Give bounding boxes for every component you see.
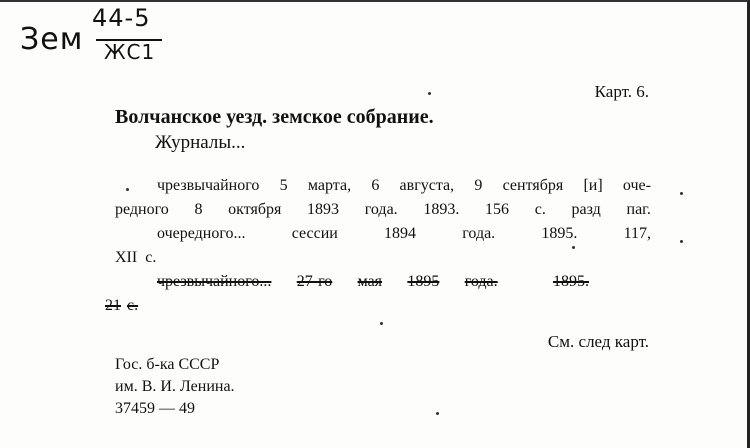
speck bbox=[126, 188, 129, 191]
word: года. bbox=[464, 273, 498, 290]
word: очередного... bbox=[157, 225, 246, 242]
word: 27-го bbox=[296, 273, 333, 290]
library-stamp bbox=[115, 354, 235, 420]
card-heading: Волчанское уезд. земское собрание. bbox=[115, 106, 434, 128]
word: года. bbox=[364, 201, 398, 218]
word: с. bbox=[145, 249, 157, 266]
speck bbox=[380, 322, 383, 325]
library-line: им. В. И. Ленина. bbox=[115, 378, 235, 395]
speck bbox=[680, 192, 683, 195]
entry-line bbox=[115, 198, 651, 222]
handwritten-numerator: 44-5 bbox=[92, 4, 151, 32]
speck bbox=[436, 412, 439, 415]
word: с. bbox=[127, 297, 139, 314]
word: 5 bbox=[279, 177, 288, 194]
word: августа, bbox=[399, 177, 455, 194]
entry-line bbox=[115, 246, 651, 270]
speck bbox=[680, 240, 683, 243]
see-next-card: См. след карт. bbox=[547, 332, 649, 351]
entry-line bbox=[115, 174, 651, 198]
word: 1895. bbox=[541, 225, 578, 242]
entry-struck-1895 bbox=[105, 270, 651, 318]
word: разд bbox=[571, 201, 601, 218]
entry-line bbox=[105, 294, 651, 318]
speck bbox=[428, 92, 431, 95]
entry-regular-1894 bbox=[115, 222, 651, 270]
word: сентября bbox=[502, 177, 564, 194]
entry-extraordinary-1893 bbox=[115, 174, 651, 222]
card-subheading: Журналы... bbox=[155, 132, 246, 153]
word: 1895. bbox=[552, 273, 589, 290]
word: 1894 bbox=[384, 225, 417, 242]
word: оче- bbox=[622, 177, 651, 194]
handwritten-denominator: ЖС1 bbox=[104, 40, 156, 64]
word: марта, bbox=[307, 177, 352, 194]
word: [и] bbox=[583, 177, 603, 194]
word: 1893 bbox=[307, 201, 340, 218]
handwritten-prefix: Зем bbox=[20, 22, 84, 57]
speck bbox=[572, 246, 575, 249]
word: 117, bbox=[623, 225, 651, 242]
word: XII bbox=[115, 249, 138, 266]
library-line: Гос. б-ка СССР bbox=[115, 356, 220, 373]
word: с. bbox=[534, 201, 546, 218]
word: 156 bbox=[485, 201, 510, 218]
entry-line bbox=[115, 222, 651, 246]
word: года. bbox=[462, 225, 496, 242]
entry-line bbox=[115, 270, 651, 294]
word: сессии bbox=[291, 225, 338, 242]
word: 1895 bbox=[407, 273, 440, 290]
word: редного bbox=[115, 201, 169, 218]
word: чрезвычайного bbox=[157, 177, 260, 194]
word: паг. bbox=[626, 201, 651, 218]
word: 6 bbox=[371, 177, 380, 194]
word: 8 bbox=[194, 201, 203, 218]
card-number: Карт. 6. bbox=[594, 82, 649, 101]
library-line: 37459 — 49 bbox=[115, 400, 195, 417]
word: чрезвычайного... bbox=[157, 273, 272, 290]
word: 1893. bbox=[423, 201, 460, 218]
word: 21 bbox=[105, 297, 121, 314]
word: октября bbox=[228, 201, 282, 218]
word: 9 bbox=[474, 177, 483, 194]
word: мая bbox=[357, 273, 383, 290]
